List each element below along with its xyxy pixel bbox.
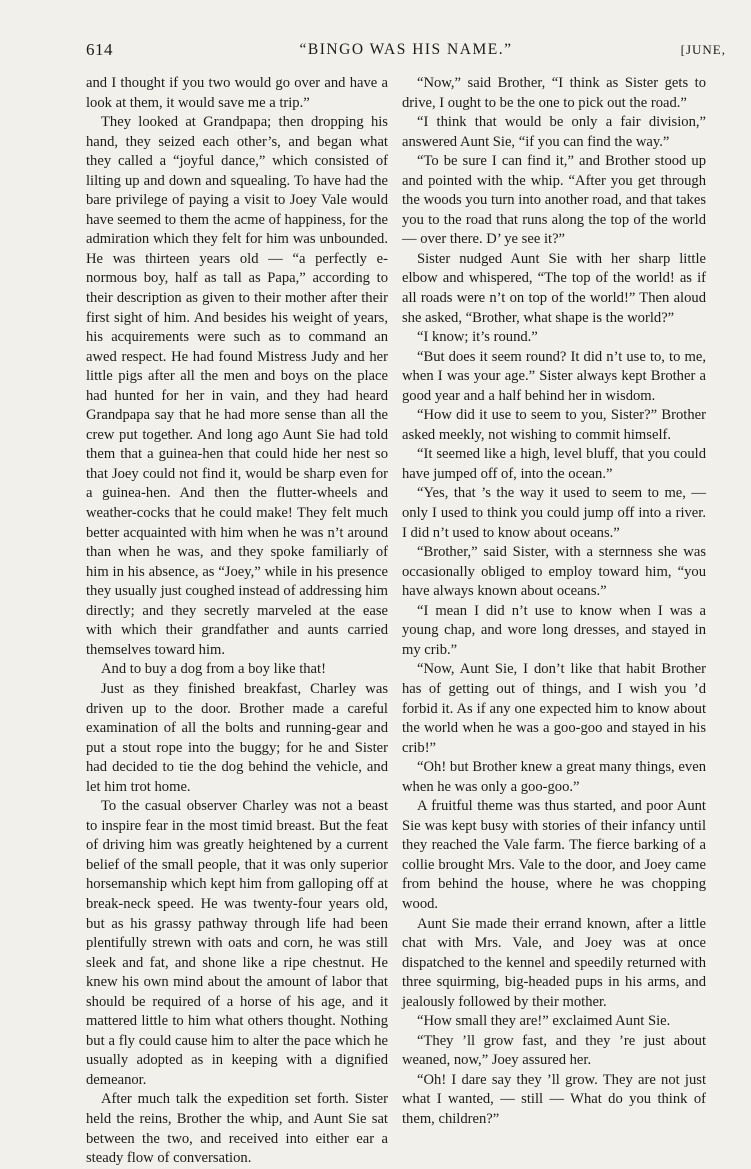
paragraph: “To be sure I can find it,” and Brother stood up and pointed with the whip. “After you get through the woods you turn into another road, and that takes you to the road that runs along the top of the world — over there. D’ ye see it?” [402, 153, 706, 248]
paragraph: “Oh! I dare say they ’ll grow. They are not just what I wanted, — still — What do you think of them, children?” [402, 1071, 706, 1127]
paragraph: “I mean I did n’t use to know when I was a young chap, and wore long dresses, and stayed in my crib.” [402, 602, 706, 658]
running-header [86, 40, 726, 68]
paragraph: and I thought if you two would go over and have a look at them, it would save me a trip.” [86, 75, 388, 111]
paragraph: “But does it seem round? It did n’t use to, to me, when I was your age.” Sister always kept Brother a good year and a half behind her in wisdom. [402, 348, 706, 404]
issue-month: [JUNE, [680, 42, 726, 57]
paragraph: “Now, Aunt Sie, I don’t like that habit Brother has of getting out of things, and I wish you ’d forbid it. As if any one expected him to know about the world when he was a goo-goo and stayed in his crib!” [402, 661, 706, 756]
paragraph: A fruitful theme was thus started, and poor Aunt Sie was kept busy with stories of their infancy until they reached the Vale farm. The fierce barking of a collie brought Mrs. Vale to the door, and Joey came from behind the house, where he was chopping wood. [402, 798, 706, 912]
paragraph: “Now,” said Brother, “I think as Sister gets to drive, I ought to be the one to pick out the road.” [402, 75, 706, 111]
paragraph: “I know; it’s round.” [417, 329, 538, 346]
paragraph: “Brother,” said Sister, with a sternness she was occasionally obliged to employ toward him, “you have always known about oceans.” [402, 544, 706, 600]
paragraph: “Oh! but Brother knew a great many things, even when he was only a goo-goo.” [402, 759, 706, 795]
paragraph: They looked at Grandpapa; then dropping his hand, they seized each other’s, and began what they called a “joyful dance,” which consisted of lilting up and down and squealing. To have had the bare privilege of paying a visit to Joey Vale would have seemed to them the acme of happiness, for the admiration which they felt for him was unbounded. He was thirteen years old — “a perfectly e-normous boy, half as tall as Papa,” according to their description as given to their mother after their first sight of him. And besides his weight of years, his acquirements were such as to command an awed respect. He had found Mistress Judy and her little pigs after all the men and boys on the place had hunted for her in vain, and they had heard Grandpapa say that he had more sense than all the crew put together. And long ago Aunt Sie had told them that a guinea-hen that could hide her nest so that Joey could not find it, would be sharp even for a guinea-hen. And then the flutter-wheels and weather-cocks that he could make! They felt much better acquainted with him when he was n’t around than when he was, and they spoke familiarly of him in his absence, as “Joey,” while in his presence they usually just coughed instead of addressing him directly; and they secretly marveled at the ease with which their grandfather and aunts carried themselves toward him. [86, 114, 388, 658]
paragraph: “It seemed like a high, level bluff, that you could have jumped off of, into the ocean.” [402, 446, 706, 482]
paragraph: Sister nudged Aunt Sie with her sharp little elbow and whispered, “The top of the world! as if all roads were n’t on top of the world!” Then aloud she asked, “Brother, what shape is the world?” [402, 250, 706, 326]
paragraph: Just as they finished breakfast, Charley was driven up to the door. Brother made a careful examination of all the bolts and running-gear and put a stout rope into the buggy; for he and Sister had decided to tie the dog behind the vehicle, and let him trot home. [86, 680, 388, 795]
running-title: “BINGO WAS HIS NAME.” [299, 41, 513, 58]
paragraph: “How small they are!” exclaimed Aunt Sie. [417, 1013, 671, 1030]
paragraph: And to buy a dog from a boy like that! [101, 661, 326, 678]
page-number: 614 [86, 40, 113, 59]
paragraph: “They ’ll grow fast, and they ’re just about weaned, now,” Joey assured her. [402, 1032, 706, 1069]
right-column [402, 74, 706, 1130]
left-column [86, 74, 388, 1169]
paragraph: “Yes, that ’s the way it used to seem to me, — only I used to think you could jump off into a river. I did n’t used to know about oceans.” [402, 485, 706, 541]
paragraph: “I think that would be only a fair division,” answered Aunt Sie, “if you can find the way.” [402, 114, 706, 150]
paragraph: “How did it use to seem to you, Sister?” Brother asked meekly, not wishing to commit himself. [402, 407, 706, 443]
paragraph: Aunt Sie made their errand known, after a little chat with Mrs. Vale, and Joey was at once dispatched to the kennel and speedily returned with three squirming, big-headed pups in his arms, and jealously followed by their mother. [402, 915, 706, 1010]
paragraph: To the casual observer Charley was not a beast to inspire fear in the most timid breast. But the feat of driving him was greatly heightened by a current belief of the small people, that it was only superior horsemanship which kept him from galloping off at break-neck speed. He was twenty-four years old, but as his grassy pathway through life had been plentifully strewn with oats and corn, he was still sleek and fat, and shone like a ripe chestnut. He knew his own mind about the amount of labor that should be required of a horse of his age, and it mattered little to him what others thought. Nothing but a fly could cause him to alter the pace which he usually adopted as in keeping with a dignified demeanor. [86, 798, 388, 1088]
paragraph: After much talk the expedition set forth. Sister held the reins, Brother the whip, and Aunt Sie sat between the two, and received into either ear a steady flow of conversation. [86, 1091, 388, 1167]
